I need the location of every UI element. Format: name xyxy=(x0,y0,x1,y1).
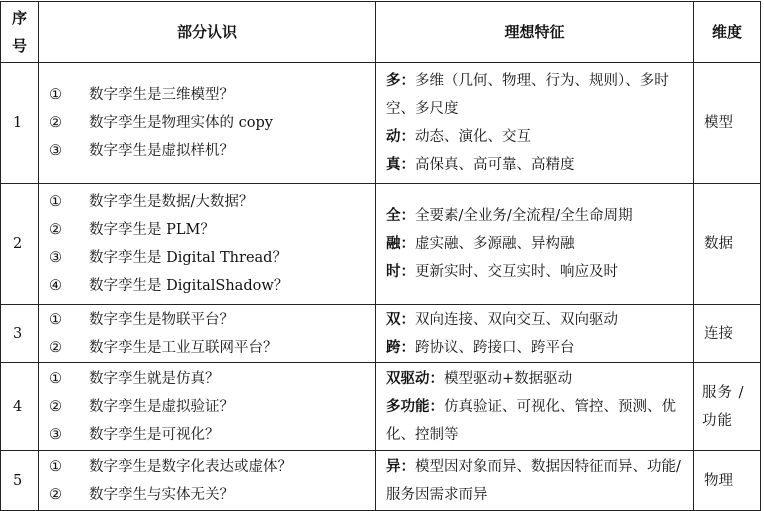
ideal-cell xyxy=(376,63,694,184)
marker: ③ xyxy=(49,143,62,159)
dimension-text: 服务 / 功能 xyxy=(702,384,745,429)
partial-cell xyxy=(39,451,376,511)
ideal-key: 时： xyxy=(386,264,415,280)
partial-text: 数字孪生是 Digital Thread？ xyxy=(89,250,287,266)
marker: ② xyxy=(49,222,62,238)
marker: ④ xyxy=(49,278,62,294)
ideal-key: 异： xyxy=(386,458,415,475)
row-no: 5 xyxy=(1,451,39,511)
marker: ② xyxy=(49,486,62,503)
ideal-cell xyxy=(376,451,694,511)
ideal-key: 动： xyxy=(386,129,415,145)
ideal-item xyxy=(386,202,687,230)
header-partial: 部分认识 xyxy=(39,2,376,63)
dimension-cell: 模型 xyxy=(694,63,761,184)
partial-item xyxy=(49,216,375,244)
ideal-item xyxy=(386,258,687,286)
ideal-item xyxy=(386,306,687,334)
marker: ② xyxy=(49,398,62,415)
partial-text: 数字孪生就是仿真？ xyxy=(89,370,220,387)
partial-text: 数字孪生是物理实体的 copy xyxy=(89,115,273,131)
ideal-cell xyxy=(376,305,694,363)
marker: ③ xyxy=(49,426,62,443)
ideal-item xyxy=(386,123,687,151)
partial-cell xyxy=(39,184,376,305)
ideal-item xyxy=(386,365,687,393)
ideal-text: 仿真验证、可视化、管控、预测、优化、控制等 xyxy=(386,398,676,443)
ideal-key: 全： xyxy=(386,208,415,224)
comparison-table xyxy=(0,1,761,511)
partial-cell xyxy=(39,63,376,184)
partial-item xyxy=(49,244,375,272)
partial-item xyxy=(49,272,375,300)
partial-text: 数字孪生是数据/大数据？ xyxy=(89,194,254,210)
partial-item xyxy=(49,365,375,393)
partial-text: 数字孪生是虚拟验证？ xyxy=(89,398,234,415)
marker: ① xyxy=(49,87,62,103)
partial-text: 数字孪生是可视化？ xyxy=(89,426,220,443)
ideal-text: 跨协议、跨接口、跨平台 xyxy=(415,339,575,356)
partial-text: 数字孪生是数字化表达或虚体？ xyxy=(89,458,292,475)
ideal-key: 融： xyxy=(386,236,415,252)
dimension-cell: 数据 xyxy=(694,184,761,305)
ideal-text: 全要素/全业务/全流程/全生命周期 xyxy=(415,208,633,224)
marker: ① xyxy=(49,194,62,210)
ideal-key: 多： xyxy=(386,73,415,89)
header-no: 序号 xyxy=(1,2,39,63)
marker: ② xyxy=(49,115,62,131)
row-no: 1 xyxy=(1,63,39,184)
row-no: 3 xyxy=(1,305,39,363)
partial-text: 数字孪生是三维模型？ xyxy=(89,87,234,103)
marker: ① xyxy=(49,458,62,475)
partial-text: 数字孪生与实体无关？ xyxy=(89,486,234,503)
row-no: 4 xyxy=(1,363,39,451)
table-row xyxy=(1,184,761,305)
row-no: 2 xyxy=(1,184,39,305)
partial-item xyxy=(49,109,375,137)
marker: ① xyxy=(49,370,62,387)
ideal-item xyxy=(386,230,687,258)
partial-item xyxy=(49,481,375,509)
table-row xyxy=(1,363,761,451)
ideal-text: 更新实时、交互实时、响应及时 xyxy=(415,264,618,280)
ideal-cell xyxy=(376,363,694,451)
ideal-item xyxy=(386,453,687,509)
partial-item xyxy=(49,81,375,109)
table-row xyxy=(1,451,761,511)
dimension-cell: 连接 xyxy=(694,305,761,363)
ideal-item xyxy=(386,151,687,179)
dimension-cell xyxy=(694,363,761,451)
table-row xyxy=(1,305,761,363)
ideal-text: 高保真、高可靠、高精度 xyxy=(415,157,575,173)
ideal-key: 多功能： xyxy=(386,398,444,415)
ideal-item xyxy=(386,334,687,362)
header-row xyxy=(1,2,761,63)
marker: ③ xyxy=(49,250,62,266)
partial-item xyxy=(49,393,375,421)
ideal-text: 虚实融、多源融、异构融 xyxy=(415,236,575,252)
partial-item xyxy=(49,306,375,334)
partial-item xyxy=(49,421,375,449)
partial-item xyxy=(49,137,375,165)
ideal-key: 跨： xyxy=(386,339,415,356)
ideal-text: 模型因对象而异、数据因特征而异、功能/服务因需求而异 xyxy=(386,458,681,503)
table-row xyxy=(1,63,761,184)
partial-cell xyxy=(39,305,376,363)
ideal-key: 双： xyxy=(386,311,415,328)
ideal-text: 动态、演化、交互 xyxy=(415,129,531,145)
partial-text: 数字孪生是虚拟样机？ xyxy=(89,143,234,159)
marker: ② xyxy=(49,339,62,356)
marker: ① xyxy=(49,311,62,328)
dimension-cell: 物理 xyxy=(694,451,761,511)
header-dimension: 维度 xyxy=(694,2,761,63)
ideal-text: 多维（几何、物理、行为、规则）、多时空、多尺度 xyxy=(386,73,669,117)
ideal-item xyxy=(386,393,687,449)
partial-text: 数字孪生是物联平台？ xyxy=(89,311,234,328)
header-ideal: 理想特征 xyxy=(376,2,694,63)
ideal-key: 真： xyxy=(386,157,415,173)
ideal-text: 模型驱动+数据驱动 xyxy=(444,370,573,387)
partial-text: 数字孪生是 PLM？ xyxy=(89,222,215,238)
partial-text: 数字孪生是工业互联网平台？ xyxy=(89,339,278,356)
partial-item xyxy=(49,188,375,216)
partial-text: 数字孪生是 DigitalShadow？ xyxy=(89,278,289,294)
partial-cell xyxy=(39,363,376,451)
partial-item xyxy=(49,334,375,362)
ideal-cell xyxy=(376,184,694,305)
partial-item xyxy=(49,453,375,481)
ideal-key: 双驱动： xyxy=(386,370,444,387)
ideal-text: 双向连接、双向交互、双向驱动 xyxy=(415,311,618,328)
ideal-item xyxy=(386,67,687,123)
